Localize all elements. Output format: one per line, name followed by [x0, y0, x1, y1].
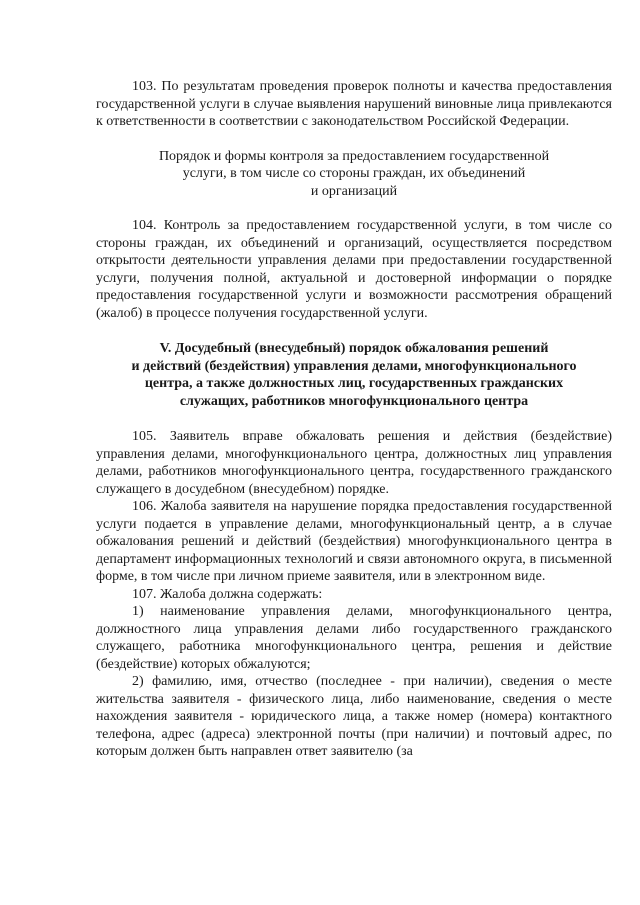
document-page	[96, 78, 612, 761]
heading-line: служащих, работников многофункционального центра	[179, 393, 529, 409]
paragraph-106: 106. Жалоба заявителя на нарушение порядка предоставления государственной услуги подается в управление делами, многофункциональный центр, а в случае обжалования решений и действий (бездействия) многофункционального центра в департамент информационных технологий и связи автономного округа, в письменной форме, в том числе при личном приеме заявителя, или в электронном виде.	[96, 499, 612, 584]
paragraph-107-item-2: 2) фамилию, имя, отчество (последнее - при наличии), сведения о месте жительства заявителя - физического лица, либо наименование, сведения о месте нахождения заявителя - юридического лица, а также номер (номера) контактного телефона, адрес (адреса) электронной почты (при наличии) и почтовый адрес, по которым должен быть направлен ответ заявителю (за	[96, 674, 612, 759]
heading-line: и действий (бездействия) управления делами, многофункционального	[131, 358, 577, 374]
paragraph-103: 103. По результатам проведения проверок полноты и качества предоставления государственной услуги в случае выявления нарушений виновные лица привлекаются к ответственности в соответствии с законодательством Российской Федерации.	[96, 79, 612, 129]
paragraph-105: 105. Заявитель вправе обжаловать решения и действия (бездействие) управления делами, многофункционального центра, должностных лиц управления делами, работников многофункционального центра, государственного гражданского служащего в досудебном (внесудебном) порядке.	[96, 429, 612, 497]
heading-line: услуги, в том числе со стороны граждан, их объединений	[182, 166, 526, 181]
paragraph-104: 104. Контроль за предоставлением государственной услуги, в том числе со стороны граждан, их объединений и организаций, осуществляется посредством открытости деятельности управления делами при предоставлении государственной услуги, получения полной, актуальной и достоверной информации о порядке предоставления государственной услуги и возможности рассмотрения обращений (жалоб) в процессе получения государственной услуги.	[96, 218, 612, 321]
heading-line: и организаций	[310, 183, 398, 199]
control-section-heading	[96, 148, 612, 201]
heading-line: Порядок и формы контроля за предоставлением государственной	[158, 148, 550, 164]
section-v-heading	[96, 340, 612, 410]
paragraph-107-item-1: 1) наименование управления делами, многофункционального центра, должностного лица управления делами либо государственного гражданского служащего, работника многофункционального центра, решения и действие (бездействие) которых обжалуются;	[96, 604, 612, 672]
heading-line: V. Досудебный (внесудебный) порядок обжалования решений	[159, 341, 549, 356]
heading-line: центра, а также должностных лиц, государственных гражданских	[144, 376, 564, 391]
paragraph-107: 107. Жалоба должна содержать:	[132, 586, 323, 602]
